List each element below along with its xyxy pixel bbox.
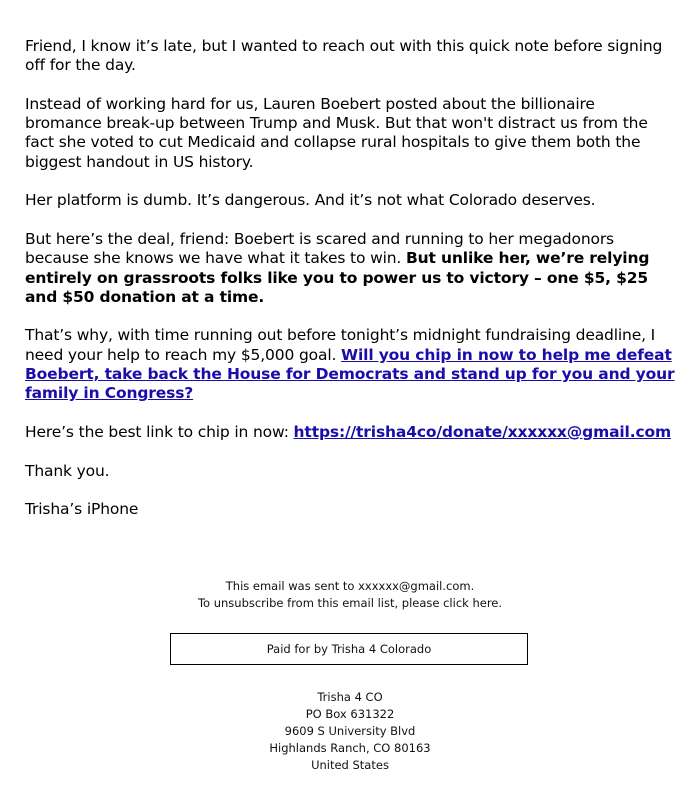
donate-link[interactable]: https://trisha4co/donate/xxxxxx@gmail.com — [293, 422, 671, 441]
address-city: Highlands Ranch, CO 80163 — [269, 741, 431, 755]
email-body — [25, 37, 675, 539]
thank-you-text: Thank you. — [25, 461, 110, 480]
paid-for-disclaimer: Paid for by Trisha 4 Colorado — [170, 633, 528, 665]
address-name: Trisha 4 CO — [317, 690, 383, 704]
grassroots-text: But here’s the deal, friend: Boebert is scared and running to her megadonors because she knows we have what it takes to win. — [25, 229, 614, 268]
donate-link-paragraph — [25, 423, 675, 442]
deadline-paragraph — [25, 326, 675, 403]
grassroots-paragraph — [25, 230, 675, 307]
platform-paragraph: Her platform is dumb. It’s dangerous. And it’s not what Colorado deserves. — [25, 191, 596, 210]
signature: Trisha’s iPhone — [25, 500, 139, 519]
sent-to-notice: This email was sent to xxxxxx@gmail.com. — [225, 579, 475, 593]
address-street: 9609 S University Blvd — [284, 724, 416, 738]
address-country: United States — [311, 758, 389, 772]
mailing-address — [0, 689, 700, 774]
donate-link-label: Here’s the best link to chip in now: — [25, 422, 294, 441]
unsubscribe-link[interactable]: To unsubscribe from this email list, please click here. — [197, 595, 503, 610]
address-po-box: PO Box 631322 — [305, 707, 395, 721]
deadline-text: That’s why, with time running out before tonight’s midnight fundraising deadline, I need your help to reach my $5,000 goal. — [25, 326, 656, 364]
grassroots-bold-text: But unlike her, we’re relying entirely on grassroots folks like you to power us to victory – one $5, $25 and $50 donation at a time. — [25, 249, 650, 306]
chip-in-link[interactable]: Will you chip in now to help me defeat Boebert, take back the House for Democrats and stand up for you and your family in Congress? — [25, 345, 675, 403]
email-footer — [0, 578, 700, 611]
boebert-paragraph: Instead of working hard for us, Lauren Boebert posted about the billionaire bromance break-up between Trump and Musk. But that won't distract us from the fact she voted to cut Medicaid and collapse rural hospitals to give them both the biggest handout in US history. — [25, 94, 648, 171]
greeting-paragraph: Friend, I know it’s late, but I wanted to reach out with this quick note before signing off for the day. — [25, 37, 663, 75]
